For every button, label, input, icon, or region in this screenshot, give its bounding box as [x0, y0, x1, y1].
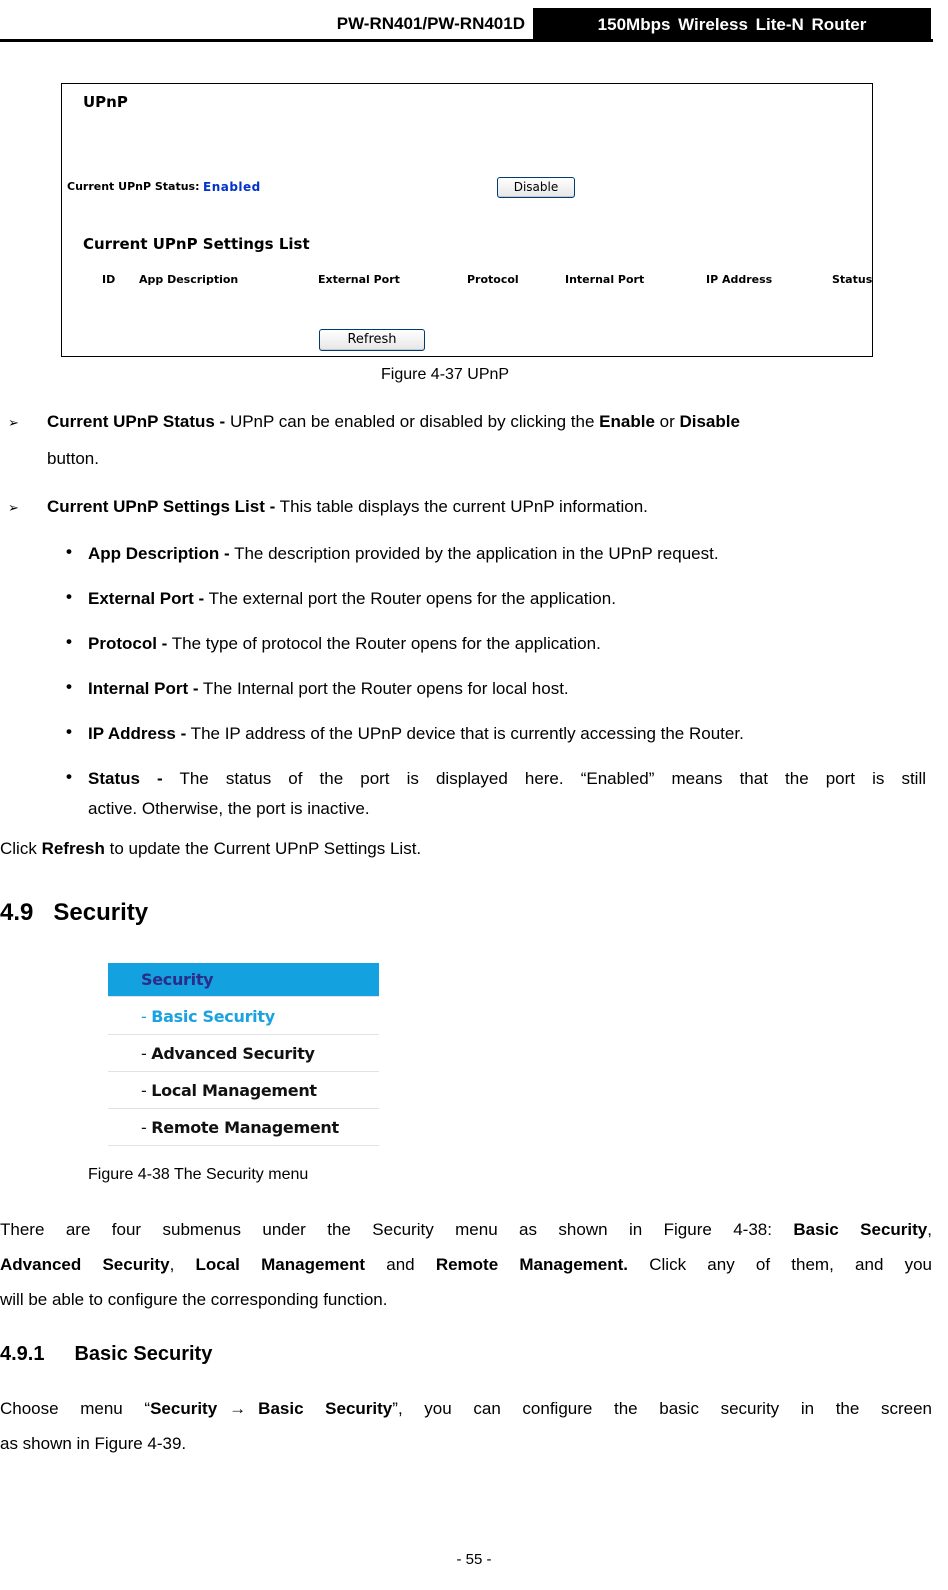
- figure-caption-4-38: Figure 4-38 The Security menu: [88, 1166, 309, 1183]
- item-protocol: [88, 626, 601, 661]
- menu-item-label: Advanced Security: [151, 1044, 315, 1063]
- advanced-security-term: Advanced Security: [0, 1255, 170, 1274]
- menu-item-advanced-security[interactable]: - Advanced Security: [108, 1036, 379, 1072]
- para-text: ”, you can configure the basic security in the screen: [392, 1399, 932, 1418]
- column-id: ID: [102, 273, 116, 286]
- item-text: The external port the Router opens for the application.: [204, 589, 616, 608]
- dot-bullet-icon: •: [66, 542, 72, 561]
- upnp-title: UPnP: [83, 93, 128, 111]
- item-text: The status of the port is displayed here. “Enabled” means that the port is still: [162, 769, 926, 788]
- section-heading: [0, 899, 148, 927]
- security-term: Security: [150, 1399, 218, 1418]
- item-internal-port: [88, 671, 569, 706]
- dot-bullet-icon: •: [66, 587, 72, 606]
- dot-bullet-icon: •: [66, 677, 72, 696]
- menu-item-label: Local Management: [151, 1081, 317, 1100]
- subsection-number: 4.9.1: [0, 1343, 45, 1365]
- local-management-term: Local Management: [195, 1255, 366, 1274]
- disable-button[interactable]: Disable: [497, 177, 575, 198]
- arrow-bullet-icon: ➢: [8, 415, 19, 430]
- para-text: ,: [927, 1220, 932, 1239]
- header-rule: [0, 39, 933, 42]
- header-product: 150Mbps Wireless Lite-N Router: [533, 8, 931, 41]
- dot-bullet-icon: •: [66, 722, 72, 741]
- item-app-description: [88, 536, 719, 571]
- para-text: ,: [169, 1255, 196, 1274]
- choose-para-line1: [0, 1391, 932, 1426]
- arrow-bullet-icon: ➢: [8, 500, 19, 515]
- item-text: The IP address of the UPnP device that is currently accessing the Router.: [186, 724, 744, 743]
- dot-bullet-icon: •: [66, 767, 72, 786]
- refresh-term: Refresh: [41, 839, 105, 858]
- item-text: The description provided by the application in the UPnP request.: [229, 544, 719, 563]
- item-text: The type of protocol the Router opens for the application.: [167, 634, 601, 653]
- column-protocol: Protocol: [467, 273, 519, 286]
- enable-term: Enable: [599, 412, 655, 431]
- para-text: and: [365, 1255, 436, 1274]
- submenu-para-line3: will be able to configure the corresponding function.: [0, 1290, 388, 1309]
- bullet-text: or: [654, 412, 680, 431]
- item-label: External Port -: [88, 589, 205, 608]
- menu-item-local-management[interactable]: - Local Management: [108, 1073, 379, 1109]
- column-app-description: App Description: [139, 273, 239, 286]
- menu-item-label: Basic Security: [151, 1007, 275, 1026]
- item-text: The Internal port the Router opens for local host.: [198, 679, 569, 698]
- refresh-note: [0, 831, 421, 866]
- basic-security-term: Basic Security: [793, 1220, 928, 1239]
- refresh-button[interactable]: Refresh: [319, 329, 425, 351]
- disable-term: Disable: [679, 412, 740, 431]
- column-status: Status: [832, 273, 873, 286]
- item-label: Status -: [88, 769, 163, 788]
- para-text: Choose menu “: [0, 1399, 151, 1418]
- remote-management-term: Remote Management.: [435, 1255, 629, 1274]
- note-text: to update the Current UPnP Settings List.: [104, 839, 422, 858]
- page-number: - 55 -: [456, 1551, 492, 1568]
- menu-item-remote-management[interactable]: - Remote Management: [108, 1110, 379, 1146]
- figure-caption-4-37: Figure 4-37 UPnP: [381, 366, 510, 383]
- upnp-status-label: Current UPnP Status:: [67, 180, 200, 193]
- bullet-upnp-status-cont: button.: [47, 449, 99, 468]
- para-text: There are four submenus under the Security menu as shown in Figure 4-38:: [0, 1220, 794, 1239]
- menu-item-basic-security[interactable]: - Basic Security: [108, 999, 379, 1035]
- choose-para-line2: as shown in Figure 4-39.: [0, 1434, 187, 1453]
- para-text: Click any of them, and you: [628, 1255, 933, 1274]
- bullet-label: Current UPnP Settings List -: [47, 497, 276, 516]
- basic-security-term: Basic Security: [258, 1399, 393, 1418]
- subsection-title: Basic Security: [74, 1343, 213, 1365]
- section-title: Security: [53, 899, 149, 926]
- dot-bullet-icon: •: [66, 632, 72, 651]
- arrow-right-icon: →: [229, 1399, 247, 1418]
- menu-item-security[interactable]: Security: [108, 963, 379, 997]
- note-text: Click: [0, 839, 42, 858]
- submenu-para-line1: [0, 1212, 932, 1247]
- upnp-list-title: Current UPnP Settings List: [83, 235, 310, 253]
- section-number: 4.9: [0, 899, 34, 926]
- submenu-para-line2: [0, 1247, 932, 1282]
- upnp-screenshot: [61, 83, 873, 357]
- bullet-label: Current UPnP Status -: [47, 412, 226, 431]
- bullet-upnp-list: [47, 489, 648, 524]
- item-label: IP Address -: [88, 724, 187, 743]
- security-menu: [108, 963, 379, 1148]
- column-external-port: External Port: [318, 273, 400, 286]
- item-label: Protocol -: [88, 634, 168, 653]
- menu-item-label: Remote Management: [151, 1118, 339, 1137]
- upnp-status-value: Enabled: [203, 180, 261, 194]
- item-ip-address: [88, 716, 744, 751]
- item-label: App Description -: [88, 544, 230, 563]
- item-external-port: [88, 581, 616, 616]
- bullet-upnp-status: [47, 404, 927, 439]
- header-model: PW-RN401/PW-RN401D: [336, 14, 525, 33]
- bullet-text: UPnP can be enabled or disabled by clicking the: [225, 412, 600, 431]
- column-ip-address: IP Address: [706, 273, 773, 286]
- subsection-heading: [0, 1343, 212, 1366]
- bullet-text: This table displays the current UPnP information.: [275, 497, 648, 516]
- column-internal-port: Internal Port: [565, 273, 645, 286]
- item-label: Internal Port -: [88, 679, 199, 698]
- item-status-cont: active. Otherwise, the port is inactive.: [88, 799, 370, 818]
